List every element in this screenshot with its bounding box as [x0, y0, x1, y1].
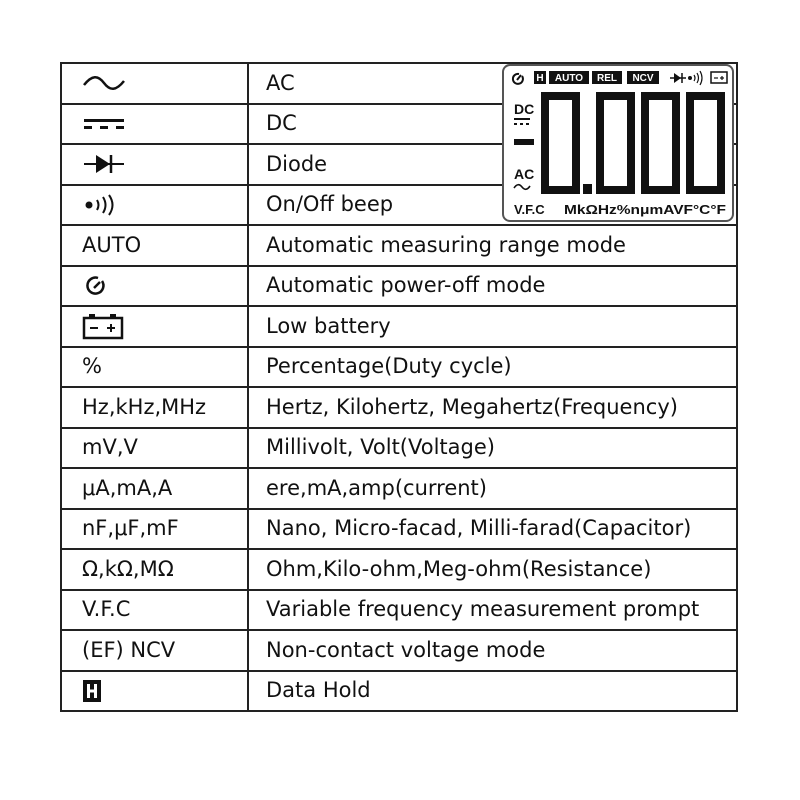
symbol-cell: μA,mA,A: [61, 468, 248, 509]
lcd-beep-icon: [688, 71, 702, 85]
description-cell: Automatic power-off mode: [248, 266, 737, 307]
symbol-cell: AUTO: [61, 225, 248, 266]
lcd-dc-symbol-icon: [514, 118, 530, 125]
description-cell: Hertz, Kilohertz, Megahertz(Frequency): [248, 387, 737, 428]
symbol-cell: %: [61, 347, 248, 388]
svg-text:AUTO: AUTO: [554, 73, 584, 84]
table-row: [61, 347, 737, 388]
lcd-decimal-point: [583, 184, 592, 194]
lcd-badge-ncv: [627, 71, 659, 84]
table-row: [61, 387, 737, 428]
ac-wave-icon: [82, 73, 126, 93]
table-row: [61, 266, 737, 307]
description-cell: ere,mA,amp(current): [248, 468, 737, 509]
dc-line-icon: [82, 114, 126, 134]
description-cell: Percentage(Duty cycle): [248, 347, 737, 388]
symbol-cell: V.F.C: [61, 590, 248, 631]
table-row: [61, 428, 737, 469]
auto-power-off-icon: [82, 274, 112, 298]
lcd-display: [502, 64, 734, 222]
table-row: [61, 671, 737, 712]
description-cell: AC: [248, 63, 737, 104]
symbol-cell: Hz,kHz,MHz: [61, 387, 248, 428]
lcd-dc-label: DC: [514, 101, 535, 117]
symbol-cell: [61, 266, 248, 307]
description-cell: Ohm,Kilo-ohm,Meg-ohm(Resistance): [248, 549, 737, 590]
table-row: [61, 468, 737, 509]
description-cell: Non-contact voltage mode: [248, 630, 737, 671]
description-cell: On/Off beep: [248, 185, 737, 226]
diode-icon: [82, 152, 126, 176]
lcd-vfc-label: V.F.C: [514, 202, 545, 217]
svg-text:REL: REL: [597, 73, 617, 84]
symbol-cell: [61, 306, 248, 347]
lcd-minus-sign: [514, 139, 534, 145]
description-cell: DC: [248, 104, 737, 145]
symbol-cell: (EF) NCV: [61, 630, 248, 671]
svg-text:H: H: [536, 73, 544, 84]
description-cell: Low battery: [248, 306, 737, 347]
svg-text:NCV: NCV: [632, 73, 654, 84]
symbol-cell: Ω,kΩ,MΩ: [61, 549, 248, 590]
table-row: [61, 306, 737, 347]
low-battery-icon: [82, 312, 126, 340]
lcd-badge-rel: [592, 71, 622, 84]
lcd-digit-1: [541, 92, 580, 194]
lcd-digit-group: [541, 92, 725, 194]
lcd-units-label: MkΩHz%nμmAVF°C°F: [564, 202, 727, 217]
table-row: [61, 225, 737, 266]
symbol-cell: [61, 63, 248, 104]
description-cell: Data Hold: [248, 671, 737, 712]
lcd-ac-label: AC: [514, 166, 535, 182]
beep-icon: [82, 193, 126, 217]
lcd-digit-4: [686, 92, 725, 194]
lcd-badge-auto: [549, 71, 589, 84]
table-row: [61, 630, 737, 671]
table-row: [61, 590, 737, 631]
data-hold-icon: [82, 679, 104, 703]
table-row: [61, 549, 737, 590]
lcd-ac-symbol-icon: [514, 185, 530, 190]
lcd-battery-icon: [711, 72, 727, 83]
symbol-cell: [61, 144, 248, 185]
power-off-indicator-icon: [513, 74, 523, 84]
symbol-cell: nF,μF,mF: [61, 509, 248, 550]
lcd-diode-icon: [670, 73, 686, 83]
symbol-cell: [61, 185, 248, 226]
lcd-digit-2: [596, 92, 635, 194]
description-cell: Automatic measuring range mode: [248, 225, 737, 266]
description-cell: Millivolt, Volt(Voltage): [248, 428, 737, 469]
description-cell: Nano, Micro-facad, Milli-farad(Capacitor): [248, 509, 737, 550]
table-row: [61, 509, 737, 550]
symbol-cell: mV,V: [61, 428, 248, 469]
symbol-cell: [61, 104, 248, 145]
description-cell: Diode: [248, 144, 737, 185]
symbol-cell: [61, 671, 248, 712]
lcd-digit-3: [641, 92, 680, 194]
description-cell: Variable frequency measurement prompt: [248, 590, 737, 631]
lcd-badge-hold: [534, 71, 546, 84]
